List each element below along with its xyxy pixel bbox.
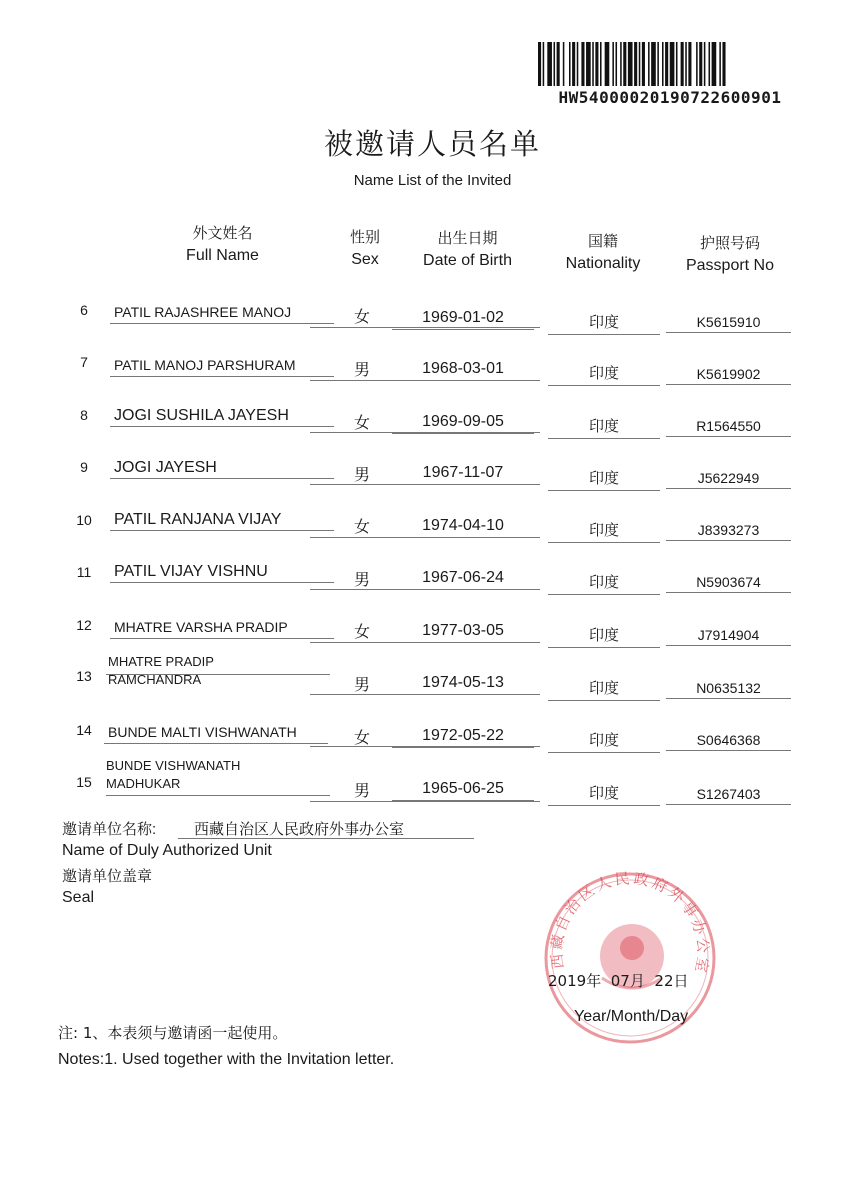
row-passport-no: R1564550	[666, 418, 791, 437]
month-unit: 月	[629, 972, 645, 990]
row-number: 15	[76, 774, 92, 790]
row-full-name: PATIL VIJAY VISHNU	[110, 563, 334, 583]
row-nationality: 印度	[548, 624, 660, 648]
barcode-bar	[620, 42, 622, 86]
barcode-bar	[623, 42, 626, 86]
row-date-of-birth: 1977-03-05	[392, 622, 534, 643]
barcode-bar	[586, 42, 591, 86]
barcode-bar	[662, 42, 664, 86]
unit-label-en: Name of Duly Authorized Unit	[62, 842, 272, 859]
barcode-bar	[569, 42, 571, 86]
row-sex: 男	[353, 675, 370, 694]
row-full-name: MHATRE VARSHA PRADIP	[110, 619, 334, 639]
barcode-bar	[642, 42, 645, 86]
divider	[310, 432, 540, 433]
header-sex-en: Sex	[351, 251, 379, 268]
divider	[310, 537, 540, 538]
row-date-of-birth: 1974-05-13	[392, 674, 534, 695]
svg-text:西藏自治区人民政府外事办公室: 西藏自治区人民政府外事办公室	[547, 869, 713, 977]
divider	[310, 746, 540, 747]
row-sex: 女	[353, 622, 370, 641]
row-date-of-birth: 1972-05-22	[392, 727, 534, 748]
row-passport-no: S0646368	[666, 732, 791, 751]
header-nationality-en: Nationality	[565, 255, 641, 272]
row-date-of-birth: 1965-06-25	[392, 780, 534, 801]
row-date-of-birth: 1969-01-02	[392, 309, 534, 330]
row-full-name: PATIL MANOJ PARSHURAM	[110, 357, 334, 377]
barcode-bar	[722, 42, 725, 86]
divider	[310, 484, 540, 485]
barcode-bar	[538, 42, 541, 86]
barcode-bar	[676, 42, 678, 86]
row-number: 8	[80, 407, 88, 423]
table-row	[0, 510, 865, 560]
header-nationality	[548, 230, 658, 273]
row-nationality: 印度	[548, 519, 660, 543]
barcode-bar	[657, 42, 659, 86]
table-row	[0, 457, 865, 507]
row-full-name: JOGI SUSHILA JAYESH	[110, 407, 334, 427]
header-sex-cn: 性别	[349, 229, 380, 246]
row-sex: 女	[353, 517, 370, 536]
row-date-of-birth: 1974-04-10	[392, 517, 534, 538]
table-row	[0, 405, 865, 455]
barcode-bar	[699, 42, 702, 86]
barcode-bar	[634, 42, 637, 86]
document-title-en: Name List of the Invited	[353, 172, 512, 189]
row-number: 12	[76, 617, 92, 633]
header-passport-no	[670, 232, 790, 275]
row-full-name-line1: BUNDE VISHWANATH	[106, 758, 241, 773]
barcode-bar	[665, 42, 668, 86]
unit-label-cn: 邀请单位名称:	[62, 821, 157, 838]
header-dob-cn: 出生日期	[437, 230, 498, 247]
divider	[310, 327, 540, 328]
header-nationality-cn: 国籍	[587, 233, 618, 250]
row-sex: 男	[353, 360, 370, 379]
barcode-bar	[543, 42, 545, 86]
header-dob-en: Date of Birth	[423, 252, 512, 269]
barcode-bar	[648, 42, 650, 86]
row-date-of-birth: 1969-09-05	[392, 413, 534, 434]
date-month: 07	[610, 972, 630, 990]
row-full-name: BUNDE MALTI VISHWANATH	[104, 724, 328, 744]
note-cn: 注: 1、本表须与邀请函一起使用。	[58, 1024, 288, 1042]
row-number: 11	[76, 564, 92, 580]
row-date-of-birth: 1968-03-01	[392, 360, 534, 381]
row-nationality: 印度	[548, 677, 660, 701]
divider	[178, 838, 474, 839]
barcode-bar	[563, 42, 565, 86]
barcode-bar	[595, 42, 598, 86]
row-passport-no: K5619902	[666, 366, 791, 385]
date-line	[548, 970, 689, 991]
barcode-bar	[639, 42, 641, 86]
header-passport-cn: 护照号码	[699, 235, 760, 252]
barcode-bar	[628, 42, 633, 86]
seal-label-en: Seal	[62, 889, 95, 906]
row-sex: 男	[353, 465, 370, 484]
date-year: 2019	[548, 972, 587, 990]
row-passport-no: J8393273	[666, 522, 791, 541]
row-sex: 女	[353, 413, 370, 432]
document-title-cn: 被邀请人员名单	[323, 127, 541, 161]
row-passport-no: J5622949	[666, 470, 791, 489]
divider	[106, 674, 330, 675]
barcode-bar	[605, 42, 610, 86]
barcode-number: HW5400002019072260090​1	[558, 88, 782, 107]
row-full-name: PATIL RANJANA VIJAY	[110, 511, 334, 531]
table-row	[0, 562, 865, 612]
header-sex	[340, 226, 390, 269]
row-full-name: MADHUKAR	[106, 776, 181, 791]
day-unit: 日	[673, 972, 689, 990]
seal-label-cn: 邀请单位盖章	[62, 868, 153, 885]
year-unit: 年	[586, 972, 602, 990]
row-number: 14	[76, 722, 92, 738]
row-full-name: PATIL RAJASHREE MANOJ	[110, 304, 334, 324]
barcode-bar	[557, 42, 560, 86]
unit-name: 西藏自治区人民政府外事办公室	[194, 820, 405, 838]
barcode-bar	[685, 42, 687, 86]
row-passport-no: J7914904	[666, 627, 791, 646]
table-row	[0, 720, 865, 770]
row-full-name: RAMCHANDRA	[108, 672, 202, 687]
row-full-name: JOGI JAYESH	[110, 459, 334, 479]
barcode-bar	[554, 42, 556, 86]
barcode-bar	[600, 42, 602, 86]
divider	[310, 589, 540, 590]
divider	[310, 801, 540, 802]
row-passport-no: S1267403	[666, 786, 791, 805]
date-format-label: Year/Month/Day	[574, 1008, 689, 1025]
table-row	[0, 352, 865, 402]
barcode-bar	[709, 42, 711, 86]
row-date-of-birth: 1967-11-07	[392, 464, 534, 485]
row-nationality: 印度	[548, 311, 660, 335]
table-row	[0, 758, 865, 808]
barcode-bar	[681, 42, 684, 86]
row-nationality: 印度	[548, 362, 660, 386]
date-day: 22	[654, 972, 674, 990]
table-row	[0, 299, 865, 349]
divider	[310, 694, 540, 695]
barcode-bar	[581, 42, 584, 86]
divider	[310, 642, 540, 643]
barcode-bar	[704, 42, 706, 86]
row-number: 10	[76, 512, 92, 528]
divider	[106, 795, 330, 796]
table-row	[0, 615, 865, 665]
barcode-bar	[616, 42, 618, 86]
row-sex: 女	[353, 307, 370, 326]
header-full-name-en: Full Name	[186, 247, 259, 264]
barcode-bar	[612, 42, 614, 86]
row-sex: 女	[353, 728, 370, 747]
header-passport-en: Passport No	[685, 257, 775, 274]
barcode-bar	[592, 42, 594, 86]
row-nationality: 印度	[548, 467, 660, 491]
note-en: Notes:1. Used together with the Invitation letter.	[58, 1051, 395, 1068]
barcode-bar	[651, 42, 656, 86]
row-nationality: 印度	[548, 571, 660, 595]
header-full-name	[160, 222, 285, 265]
row-full-name-line1: MHATRE PRADIP	[108, 654, 214, 669]
row-number: 7	[80, 354, 88, 370]
barcode-bar	[696, 42, 698, 86]
barcode-bar	[719, 42, 721, 86]
row-passport-no: N0635132	[666, 680, 791, 699]
divider	[310, 380, 540, 381]
barcode-bar	[712, 42, 717, 86]
barcode-bar	[547, 42, 552, 86]
barcode-bar	[670, 42, 675, 86]
row-passport-no: N5903674	[666, 574, 791, 593]
row-nationality: 印度	[548, 415, 660, 439]
row-date-of-birth: 1967-06-24	[392, 569, 534, 590]
row-number: 13	[76, 668, 92, 684]
barcode-bar	[688, 42, 691, 86]
barcode	[538, 42, 794, 86]
header-date-of-birth	[405, 227, 530, 270]
row-passport-no: K5615910	[666, 314, 791, 333]
row-sex: 男	[353, 781, 370, 800]
barcode-bar	[572, 42, 575, 86]
row-number: 9	[80, 459, 88, 475]
table-row	[0, 654, 865, 704]
row-nationality: 印度	[548, 782, 660, 806]
row-number: 6	[80, 302, 88, 318]
barcode-bar	[577, 42, 579, 86]
header-full-name-cn: 外文姓名	[192, 225, 253, 242]
row-sex: 男	[353, 570, 370, 589]
row-nationality: 印度	[548, 729, 660, 753]
